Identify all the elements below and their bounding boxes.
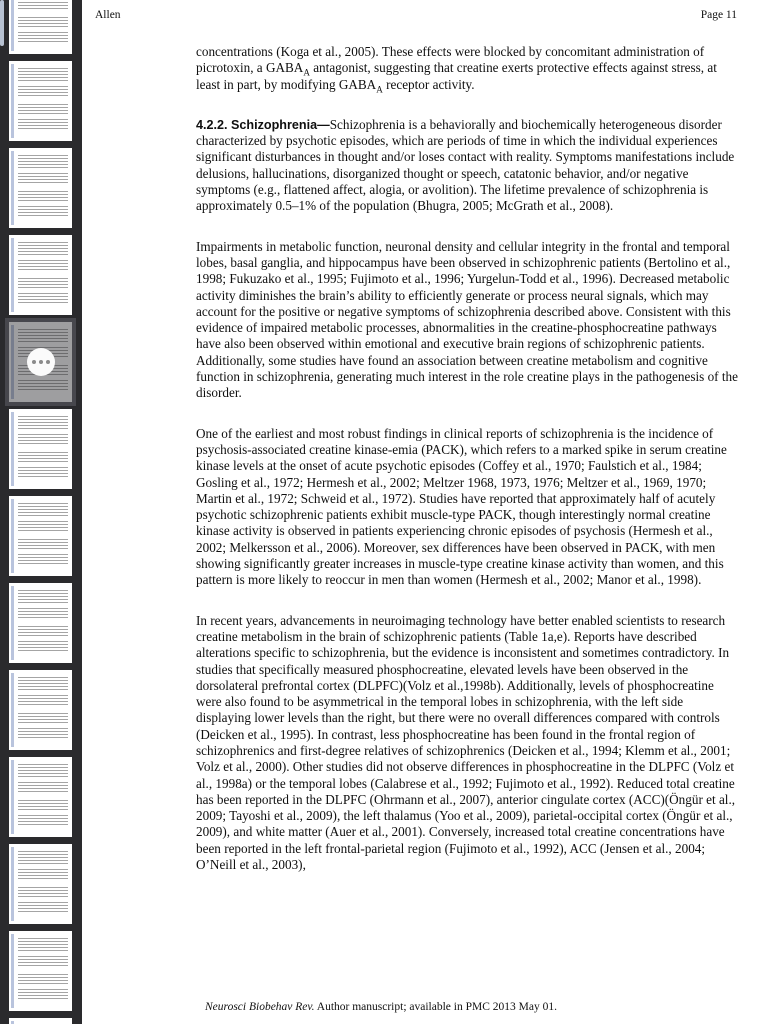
page-body (196, 44, 739, 897)
thumbnail-text-lines (18, 155, 68, 218)
loading-dot (39, 360, 43, 364)
thumbnail-text-lines (18, 416, 68, 479)
manuscript-watermark-bar (11, 499, 14, 573)
page-thumbnail-selected[interactable] (9, 322, 72, 402)
manuscript-watermark-bar (11, 673, 14, 747)
loading-dot (32, 360, 36, 364)
thumbnail-sidebar (0, 0, 82, 1024)
thumbnail-page-preview (9, 1018, 72, 1024)
manuscript-watermark-bar (11, 934, 14, 1008)
manuscript-watermark-bar (11, 0, 14, 51)
thumbnail-page-preview (9, 583, 72, 663)
loading-ellipsis-icon (27, 348, 55, 376)
page-thumbnail[interactable] (9, 583, 72, 663)
journal-footer: Neurosci Biobehav Rev. Author manuscript; available in PMC 2013 May 01. (205, 1001, 557, 1013)
page-thumbnail[interactable] (9, 409, 72, 489)
thumbnail-text-lines (18, 764, 68, 827)
running-head-page-number: Page 11 (700, 9, 737, 21)
running-head-author: Allen (95, 9, 121, 21)
thumbnail-page-preview (9, 757, 72, 837)
manuscript-watermark-bar (11, 847, 14, 921)
thumbnail-page-preview (9, 61, 72, 141)
thumbnail-page-preview (9, 670, 72, 750)
thumbnail-page-preview (9, 496, 72, 576)
page-thumbnail[interactable] (9, 757, 72, 837)
page-thumbnail[interactable] (9, 844, 72, 924)
manuscript-watermark-bar (11, 760, 14, 834)
page-thumbnail[interactable] (9, 670, 72, 750)
page-thumbnail[interactable] (9, 61, 72, 141)
thumbnail-page-preview (9, 148, 72, 228)
thumbnail-text-lines (18, 242, 68, 305)
manuscript-watermark-bar (11, 586, 14, 660)
manuscript-watermark-bar (11, 64, 14, 138)
document-page (82, 0, 768, 1024)
paragraph: Impairments in metabolic function, neuronal density and cellular integrity in the frontal and temporal lobes, basal ganglia, and hippocampus have been observed in schizophrenic patients (Bertolino et al., 1998; Fukuzako et al., 1995; Fujimoto et al., 1996; Yurgelun-Todd et al., 1996). Decreased metabolic activity diminishes the brain’s ability to efficiently generate or process neural signals, which may account for the positive or negative symptoms of schizophrenia described above. Consistent with this evidence of impaired metabolic processes, abnormalities in the creatine-phosphocreatine pathways have also been observed within emotional and executive brain regions of schizophrenic patients. Additionally, some studies have found an association between creatine metabolism and cognitive function in schizophrenia, generating much interest in the role creatine plays in the pathogenesis of the disorder. (196, 238, 738, 401)
thumbnail-page-preview (9, 235, 72, 315)
page-thumbnail[interactable] (9, 0, 72, 54)
thumbnail-page-preview (9, 409, 72, 489)
paragraph: In recent years, advancements in neuroimaging technology have better enabled scientists to research creatine metabolism in the brain of schizophrenic patients (Table 1a,e). Reports have described alterations specific to schizophrenia, but the evidence is inconsistent and sometimes contradictory. In studies that specifically measured phosphocreatine, elevated levels have been observed in the dorsolateral prefrontal cortex (DLPFC)(Volz et al.,1998b). Additionally, levels of phosphocreatine were also found to be asymmetrical in the temporal lobes in schizophrenia, with the left side displaying lower levels than the right, but there were no overall differences compared with controls (Deicken et al., 1995). In contrast, less phosphocreatine has been found in the frontal region of schizophrenics and first-degree relatives of schizophrenics (Deicken et al., 1994; Klemm et al., 2001; Volz et al., 2000). Other studies did not observe differences in phosphocreatine in the DLPFC (Volz et al., 1998a) or the temporal lobes (Calabrese et al., 1992; Fujimoto et al., 1992). Reduced total creatine has been reported in the DLPFC (Ohrmann et al., 2007), anterior cingulate cortex (ACC)(Öngür et al., 2009; Tayoshi et al., 2009), the left thalamus (Yoo et al., 2009), parietal-occipital cortex (Öngür et al., 2009), and white matter (Auer et al., 2001). Conversely, increased total creatine concentrations have been reported in the left frontal-parietal region (Fujimoto et al., 1992), ACC (Jensen et al., 2004; O’Neill et al., 2003), (196, 612, 736, 873)
page-thumbnail[interactable] (9, 931, 72, 1011)
manuscript-watermark-bar (11, 412, 14, 486)
page-thumbnail[interactable] (9, 235, 72, 315)
thumbnail-text-lines (18, 590, 68, 653)
loading-dot (46, 360, 50, 364)
thumbnail-text-lines (18, 0, 68, 44)
paragraph: concentrations (Koga et al., 2005). These effects were blocked by concomitant administration of picrotoxin, a $GABA_A$ antagonist, suggesting that creatine exerts protective effects against stress, at least in part, by modifying $GABA_A$ receptor activity. (196, 44, 717, 95)
thumbnail-page-preview (9, 0, 72, 54)
manuscript-watermark-bar (11, 151, 14, 225)
paragraph: 4.2.2. Schizophrenia—Schizophrenia is a behaviorally and biochemically heterogeneous disorder characterized by psychotic episodes, which are periods of time in which the individual experiences significant disturbances in thought and/or loses contact with reality. Symptoms manifestations include delusions, hallucinations, disorganized thought or speech, catatonic behavior, and/or negative symptoms (e.g., flattened affect, alogia, or avolition). The lifetime prevalence of schizophrenia is approximately 0.5–1% of the population (Bhugra, 2005; McGrath et al., 2008). (196, 116, 735, 214)
page-thumbnail[interactable] (9, 1018, 72, 1024)
manuscript-watermark-bar (11, 238, 14, 312)
page-thumbnail[interactable] (9, 496, 72, 576)
thumbnail-page-preview (9, 844, 72, 924)
thumbnail-text-lines (18, 68, 68, 131)
thumbnail-text-lines (18, 938, 68, 1001)
thumbnail-text-lines (18, 851, 68, 914)
thumbnail-text-lines (18, 677, 68, 740)
page-thumbnail[interactable] (9, 148, 72, 228)
sidebar-scrollbar[interactable] (0, 0, 4, 46)
paragraph: One of the earliest and most robust findings in clinical reports of schizophrenia is the incidence of psychosis-associated creatine kinase-emia (PACK), which refers to a marked spike in serum creatine kinase levels at the onset of acute psychotic episodes (Coffey et al., 1970; Faulstich et al., 1984; Gosling et al., 1972; Hermesh et al., 2002; Meltzer 1968, 1973, 1976; Meltzer et al., 1969, 1970; Martin et al., 1972; Schweid et al., 1972). Studies have reported that approximately half of acutely psychotic schizophrenic patients exhibit muscle-type PACK, though interestingly normal creatine kinase activity is observed in patients experiencing chronic episodes of psychosis (Hermesh et al., 2002; Melkersson et al., 2006). Moreover, sex differences have been observed in PACK, with men showing significantly greater increases in muscle-type creatine kinase activity than women, and this pattern is more likely to reoccur in men than women (Hermesh et al., 2002; Manor et al., 1998). (196, 425, 727, 588)
thumbnail-text-lines (18, 503, 68, 566)
thumbnail-page-preview (9, 931, 72, 1011)
